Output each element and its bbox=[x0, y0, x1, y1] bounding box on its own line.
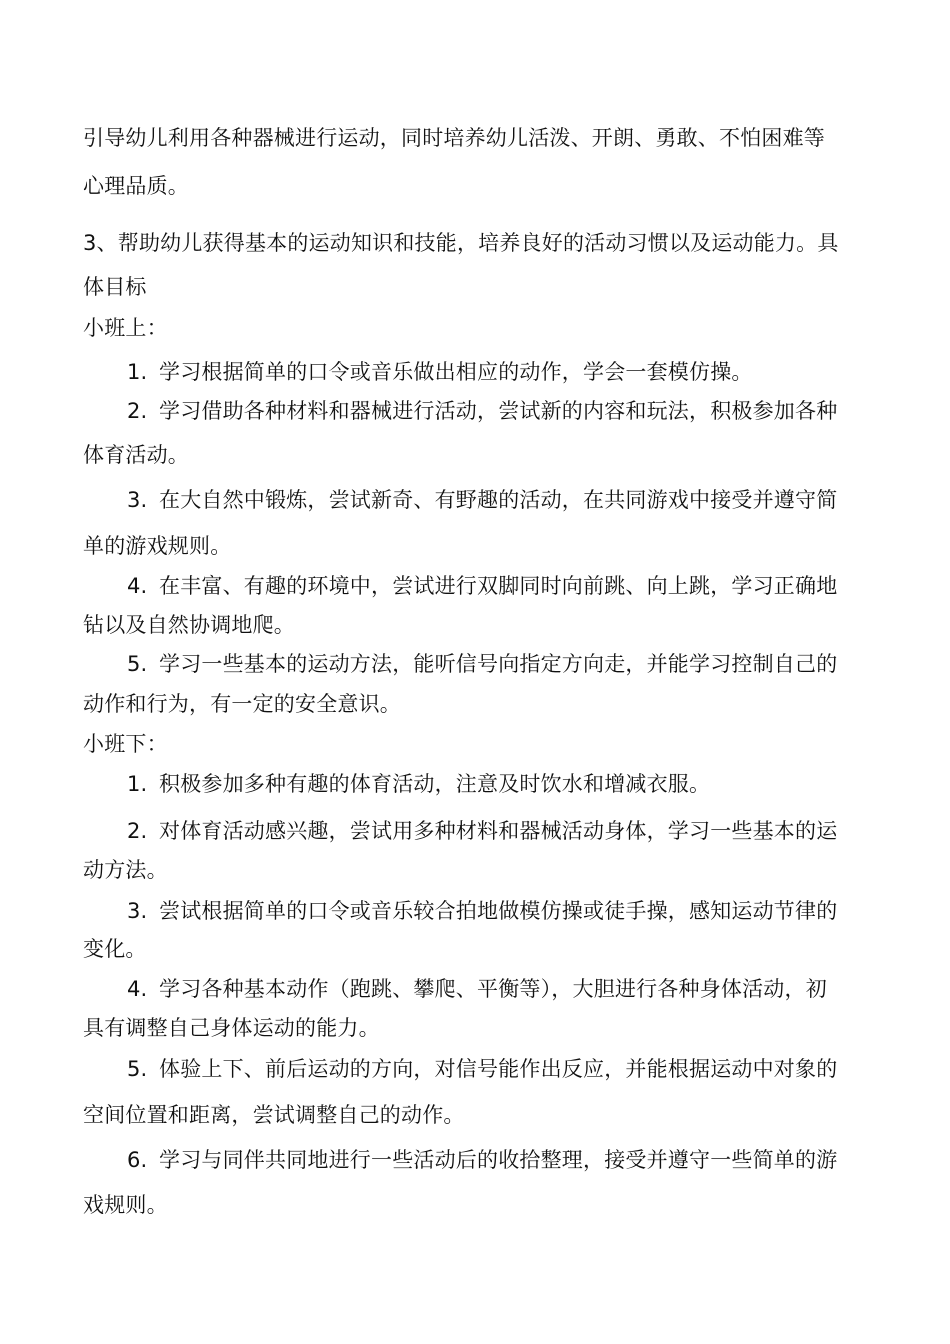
item-text: 学习根据简单的口令或音乐做出相应的动作，学会一套模仿操。 bbox=[159, 360, 753, 384]
upper-item-4 bbox=[127, 571, 837, 601]
goal-3-line-1: 3、帮助幼儿获得基本的运动知识和技能，培养良好的活动习惯以及运动能力。具 bbox=[83, 231, 839, 255]
item-number: 4. bbox=[127, 977, 148, 1001]
item-text: 体验上下、前后运动的方向，对信号能作出反应，并能根据运动中对象的 bbox=[159, 1057, 838, 1081]
lower-item-5 bbox=[127, 1054, 837, 1084]
semester-lower-heading: 小班下： bbox=[83, 732, 168, 756]
item-text: 在丰富、有趣的环境中，尝试进行双脚同时向前跳、向上跳，学习正确地 bbox=[159, 574, 838, 598]
item-text: 积极参加多种有趣的体育活动，注意及时饮水和增减衣服。 bbox=[159, 772, 711, 796]
lower-item-3-cont: 变化。 bbox=[83, 937, 147, 961]
lower-item-4 bbox=[127, 974, 827, 1004]
upper-item-5-cont: 动作和行为，有一定的安全意识。 bbox=[83, 692, 401, 716]
item-number: 3. bbox=[127, 899, 148, 923]
item-number: 2. bbox=[127, 399, 148, 423]
item-text: 学习与同伴共同地进行一些活动后的收拾整理，接受并遵守一些简单的游 bbox=[159, 1148, 838, 1172]
lower-item-2 bbox=[127, 816, 837, 846]
upper-item-4-cont: 钻以及自然协调地爬。 bbox=[83, 613, 295, 637]
semester-upper-heading: 小班上： bbox=[83, 316, 168, 340]
item-text: 对体育活动感兴趣，尝试用多种材料和器械活动身体，学习一些基本的运 bbox=[159, 819, 838, 843]
goal-3-line-2: 体目标 bbox=[83, 275, 147, 299]
item-number: 5. bbox=[127, 652, 148, 676]
lower-item-6-cont: 戏规则。 bbox=[83, 1193, 168, 1217]
lower-item-2-cont: 动方法。 bbox=[83, 858, 168, 882]
item-number: 6. bbox=[127, 1148, 148, 1172]
upper-item-5 bbox=[127, 649, 837, 679]
item-text: 学习各种基本动作（跑跳、攀爬、平衡等），大胆进行各种身体活动，初 bbox=[159, 977, 827, 1001]
item-text: 学习一些基本的运动方法，能听信号向指定方向走，并能学习控制自己的 bbox=[159, 652, 838, 676]
item-number: 4. bbox=[127, 574, 148, 598]
lower-item-1 bbox=[127, 769, 710, 799]
lower-item-3 bbox=[127, 896, 837, 926]
lower-item-4-cont: 具有调整自己身体运动的能力。 bbox=[83, 1016, 380, 1040]
item-number: 1. bbox=[127, 772, 148, 796]
upper-item-1 bbox=[127, 357, 753, 387]
lower-item-6 bbox=[127, 1145, 837, 1175]
item-number: 2. bbox=[127, 819, 148, 843]
upper-item-2 bbox=[127, 396, 837, 426]
upper-item-2-cont: 体育活动。 bbox=[83, 443, 189, 467]
item-text: 尝试根据简单的口令或音乐较合拍地做模仿操或徒手操，感知运动节律的 bbox=[159, 899, 838, 923]
intro-line-2: 心理品质。 bbox=[83, 174, 189, 198]
upper-item-3 bbox=[127, 485, 837, 515]
upper-item-3-cont: 单的游戏规则。 bbox=[83, 534, 232, 558]
item-number: 5. bbox=[127, 1057, 148, 1081]
item-number: 1. bbox=[127, 360, 148, 384]
item-text: 学习借助各种材料和器械进行活动，尝试新的内容和玩法，积极参加各种 bbox=[159, 399, 838, 423]
item-number: 3. bbox=[127, 488, 148, 512]
lower-item-5-cont: 空间位置和距离，尝试调整自己的动作。 bbox=[83, 1103, 465, 1127]
item-text: 在大自然中锻炼，尝试新奇、有野趣的活动，在共同游戏中接受并遵守简 bbox=[159, 488, 838, 512]
intro-line-1: 引导幼儿利用各种器械进行运动，同时培养幼儿活泼、开朗、勇敢、不怕困难等 bbox=[83, 126, 825, 150]
